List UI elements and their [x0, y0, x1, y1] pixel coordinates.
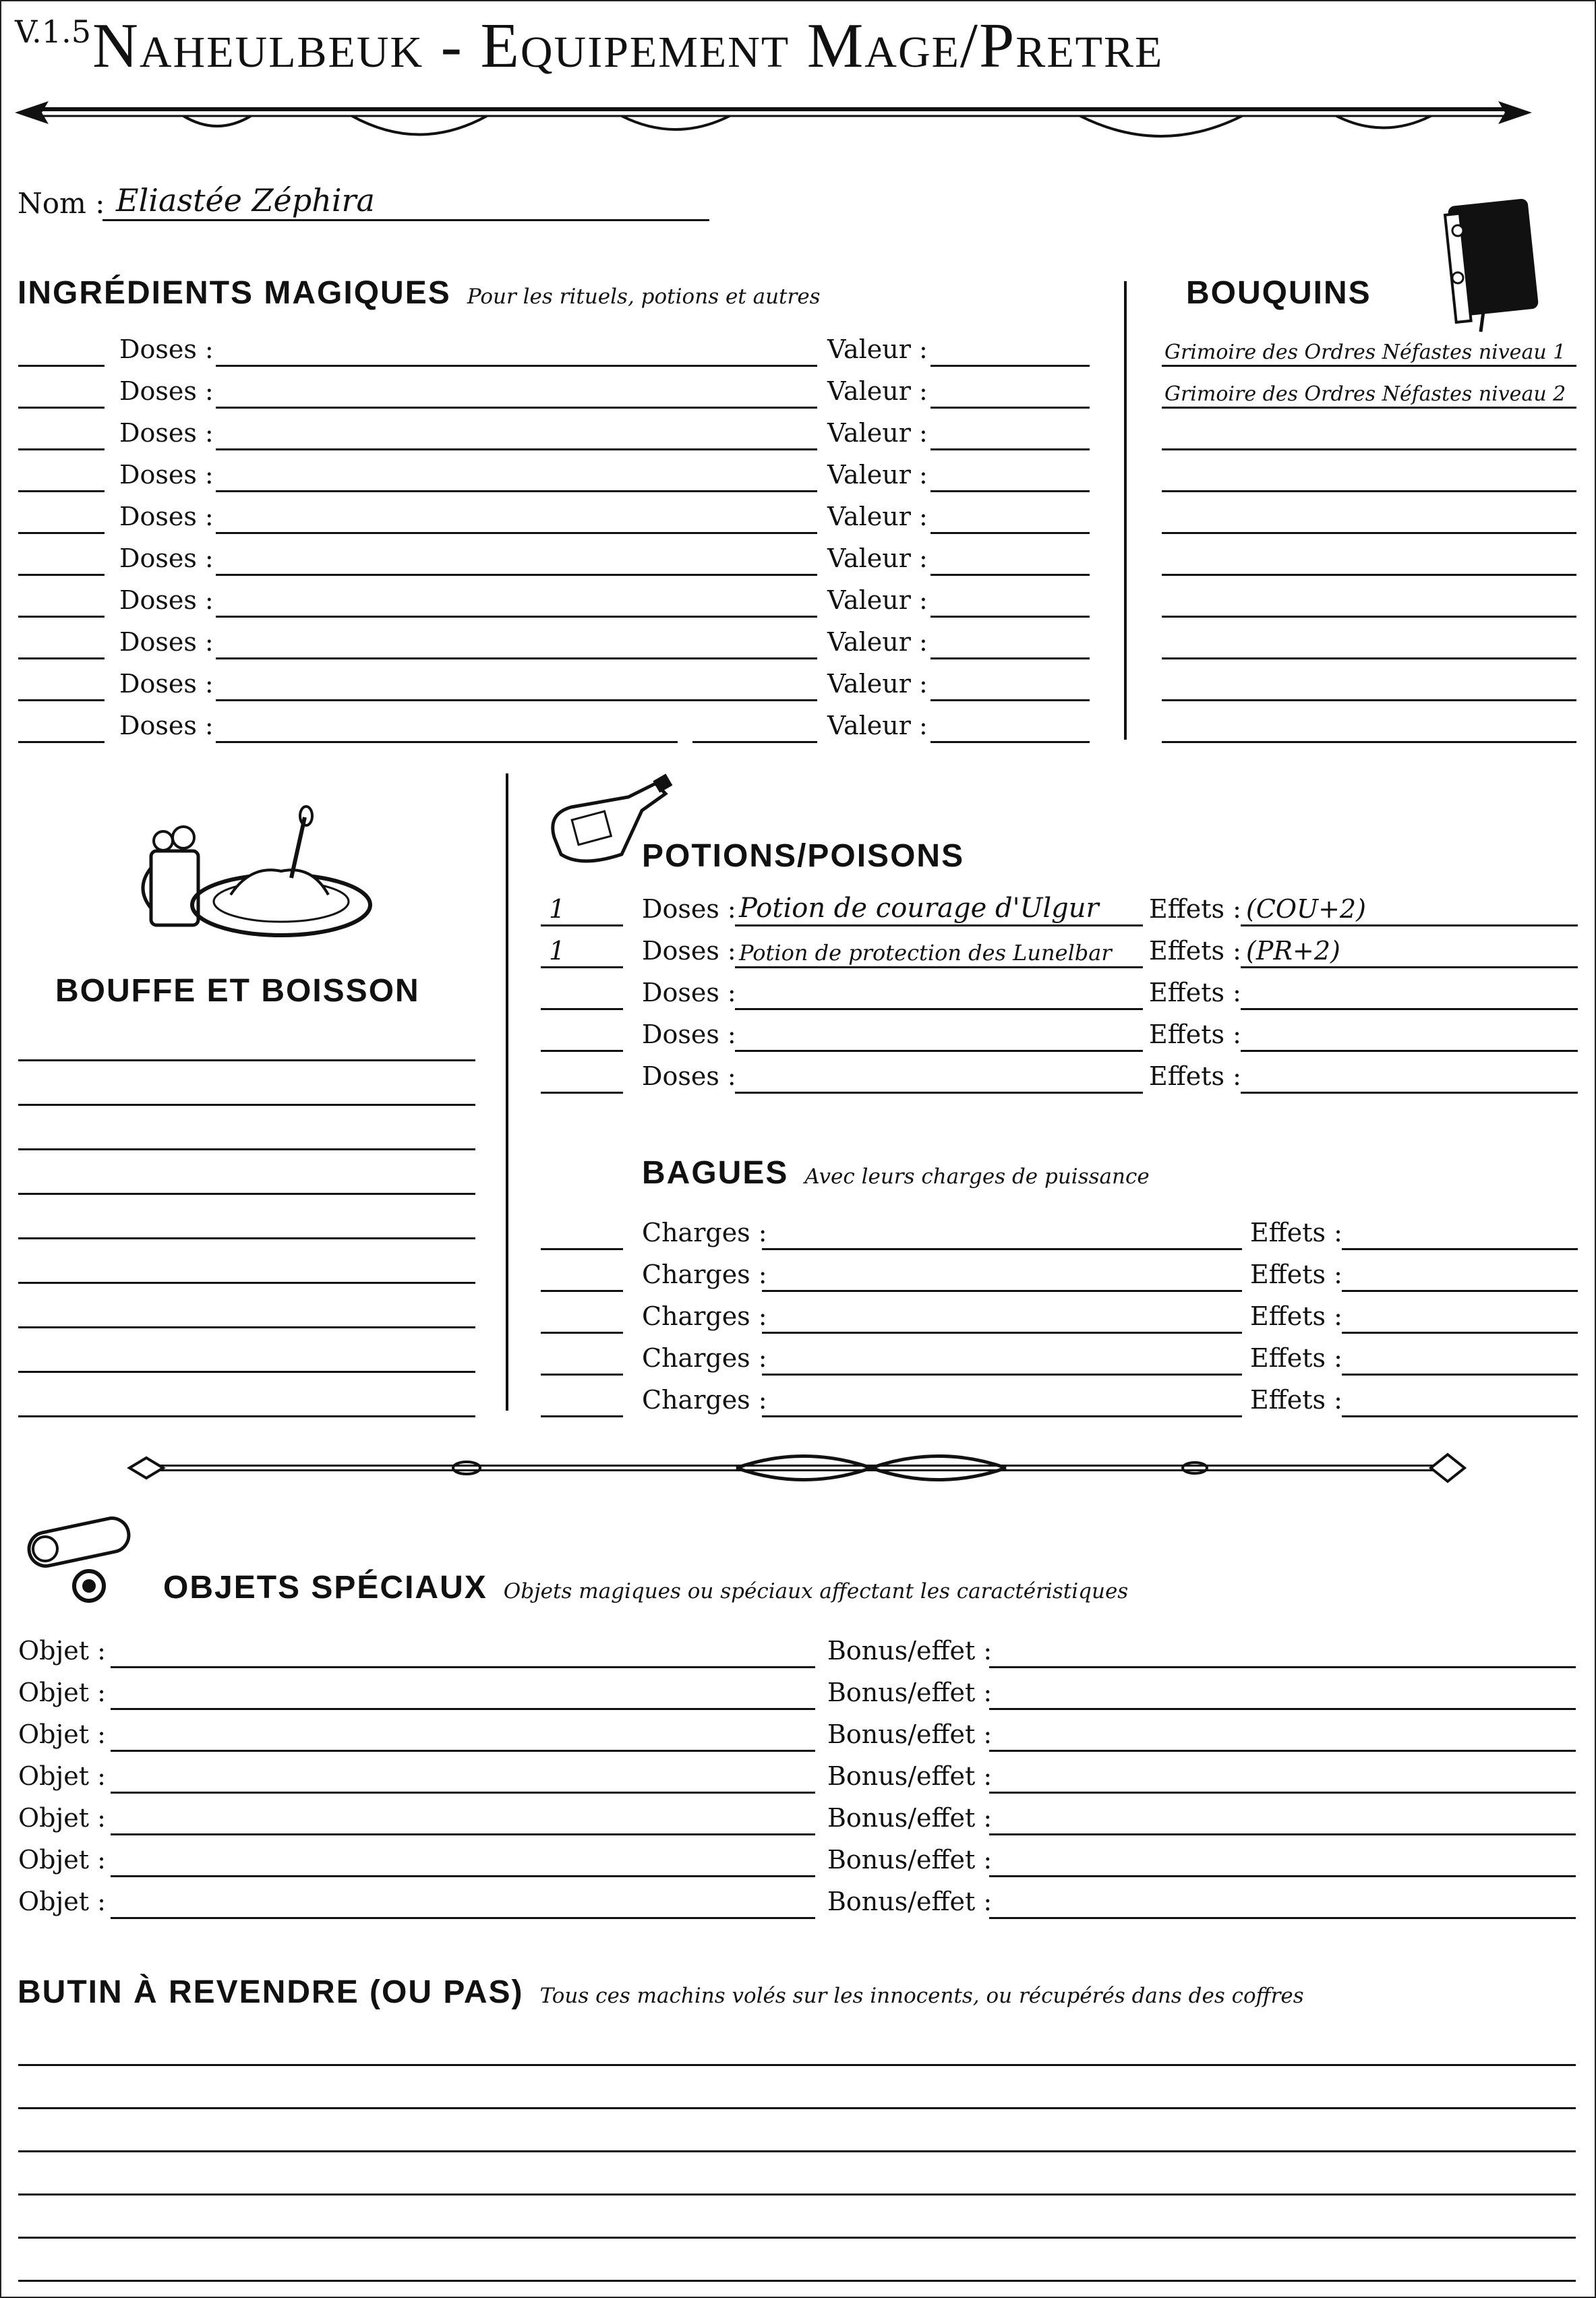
doses-label: Doses : [119, 711, 214, 740]
objets-subtitle: Objets magiques ou spéciaux affectant les caractéristiques [503, 1579, 1129, 1603]
name-label: Nom : [18, 187, 105, 220]
effets-label: Effets : [1149, 894, 1241, 924]
potion-qty-value: 1 [549, 936, 566, 966]
ingredient-name[interactable] [216, 495, 817, 534]
potion-qty-underline [541, 1092, 623, 1094]
version-label: V.1.5 [15, 13, 91, 50]
charges-label: Charges : [642, 1343, 767, 1373]
ingredient-extra-underline [692, 741, 817, 743]
table-row [1, 409, 1107, 450]
bouffe-field-underline [18, 1193, 475, 1195]
ingredient-qty-underline [18, 741, 105, 743]
bouquin-field[interactable] [1162, 411, 1576, 450]
ingredient-name[interactable] [216, 453, 817, 492]
doses-label: Doses : [119, 669, 214, 699]
objet-bonus[interactable] [989, 1671, 1576, 1710]
table-row [1, 367, 1107, 409]
list-item [1, 2240, 1586, 2282]
list-item [1, 1198, 487, 1239]
list-item [1, 2067, 1586, 2109]
list-item [1158, 701, 1583, 743]
bague-charges[interactable] [762, 1253, 1242, 1292]
name-underline [102, 219, 709, 221]
table-row [521, 926, 1586, 968]
list-item [1158, 325, 1583, 367]
doses-label: Doses : [642, 894, 736, 924]
objet-label: Objet : [18, 1719, 106, 1749]
list-item [1, 1287, 487, 1328]
bagues-list [521, 1208, 1586, 1431]
table-row [1, 618, 1107, 659]
objet-name[interactable] [111, 1880, 815, 1919]
doses-label: Doses : [119, 418, 214, 448]
staff-divider [129, 1441, 1465, 1495]
ingredient-qty[interactable] [18, 495, 105, 534]
bouquin-field-underline [1162, 741, 1576, 743]
page-title: Naheulbeuk - Equipement Mage/Pretre [92, 11, 1164, 81]
effets-label: Effets : [1149, 1020, 1241, 1049]
bouffe-field-underline [18, 1237, 475, 1239]
effets-label: Effets : [1149, 936, 1241, 966]
potion-name-value: Potion de courage d'Ulgur [739, 893, 1099, 924]
book-icon [1438, 197, 1545, 332]
list-item [1158, 367, 1583, 409]
table-row [1, 1752, 1586, 1794]
bague-qty[interactable] [541, 1295, 623, 1334]
ingredient-qty[interactable] [18, 537, 105, 576]
valeur-label: Valeur : [827, 418, 928, 448]
bouffe-field-underline [18, 1104, 475, 1106]
table-row [521, 1334, 1586, 1376]
bagues-title: BAGUES [642, 1155, 789, 1191]
objet-name-underline [111, 1917, 815, 1919]
effets-label: Effets : [1250, 1385, 1342, 1415]
potion-effet[interactable] [1241, 1055, 1578, 1094]
ingredient-valeur[interactable] [930, 704, 1090, 743]
bague-qty[interactable] [541, 1378, 623, 1417]
scroll-ring-icon [15, 1512, 156, 1613]
ingredient-name[interactable] [216, 328, 817, 367]
effets-label: Effets : [1149, 978, 1241, 1007]
butin-heading [18, 1974, 1304, 2011]
table-row [1, 1626, 1586, 1668]
list-item [1, 1064, 487, 1106]
table-row [521, 1292, 1586, 1334]
bouffe-list [1, 1020, 487, 1424]
potions-title: POTIONS/POISONS [642, 838, 965, 874]
objet-label: Objet : [18, 1845, 106, 1875]
potion-name-value: Potion de protection des Lunelbar [739, 940, 1112, 966]
bouquin-field[interactable] [1162, 453, 1576, 492]
potion-name[interactable] [735, 1055, 1143, 1094]
bague-charges[interactable] [762, 1295, 1242, 1334]
ingredients-title: INGRÉDIENTS MAGIQUES [18, 275, 451, 311]
doses-label: Doses : [119, 627, 214, 657]
ingredient-qty[interactable] [18, 453, 105, 492]
bague-charges[interactable] [762, 1378, 1242, 1417]
bonus-label: Bonus/effet : [827, 1845, 993, 1875]
doses-label: Doses : [119, 502, 214, 531]
table-row [1, 325, 1107, 367]
table-row [1, 1668, 1586, 1710]
list-item [1158, 659, 1583, 701]
ingredient-valeur[interactable] [930, 370, 1090, 409]
butin-field[interactable] [18, 2113, 1576, 2152]
bague-effet[interactable] [1342, 1211, 1578, 1250]
table-row [1, 1877, 1586, 1919]
potion-qty[interactable] [541, 971, 623, 1010]
butin-subtitle: Tous ces machins volés sur les innocents, ou récupérés dans des coffres [539, 1984, 1304, 2008]
objet-name[interactable] [111, 1629, 815, 1668]
bouquin-field[interactable] [1162, 370, 1576, 409]
objet-name[interactable] [111, 1755, 815, 1794]
bouffe-field[interactable] [18, 1022, 475, 1061]
list-item [1158, 450, 1583, 492]
bouquins-list [1158, 325, 1583, 757]
bouffe-field-underline [18, 1326, 475, 1328]
charges-label: Charges : [642, 1385, 767, 1415]
bouquin-field-value: Grimoire des Ordres Néfastes niveau 2 [1164, 382, 1566, 406]
bouquin-field[interactable] [1162, 662, 1576, 701]
bonus-label: Bonus/effet : [827, 1887, 993, 1916]
bonus-label: Bonus/effet : [827, 1761, 993, 1791]
charges-label: Charges : [642, 1260, 767, 1289]
potion-effet[interactable] [1241, 887, 1578, 926]
bague-effet-underline [1342, 1415, 1578, 1417]
ingredients-heading [18, 274, 821, 312]
objet-bonus[interactable] [989, 1796, 1576, 1835]
valeur-label: Valeur : [827, 627, 928, 657]
bouquin-field[interactable] [1162, 328, 1576, 367]
ingredient-name[interactable] [216, 620, 817, 659]
potion-effet-underline [1241, 1092, 1578, 1094]
list-item [1, 2154, 1586, 2196]
bouquin-field-value: Grimoire des Ordres Néfastes niveau 1 [1164, 341, 1566, 364]
list-item [1, 2024, 1586, 2066]
doses-label: Doses : [119, 543, 214, 573]
bague-qty-underline [541, 1415, 623, 1417]
bague-effet[interactable] [1342, 1336, 1578, 1376]
bonus-label: Bonus/effet : [827, 1636, 993, 1666]
effets-label: Effets : [1250, 1301, 1342, 1331]
objet-bonus[interactable] [989, 1713, 1576, 1752]
table-row [1, 701, 1107, 743]
bouffe-field[interactable] [18, 1067, 475, 1106]
ingredient-valeur[interactable] [930, 328, 1090, 367]
table-row [1, 492, 1107, 534]
ingredient-qty[interactable] [18, 411, 105, 450]
ingredient-name-underline [216, 741, 678, 743]
ingredient-qty[interactable] [18, 662, 105, 701]
bague-effet[interactable] [1342, 1295, 1578, 1334]
potion-effet-value: (COU+2) [1246, 894, 1366, 924]
table-row [521, 1376, 1586, 1417]
column-divider [1124, 281, 1127, 740]
bagues-heading [642, 1154, 1150, 1191]
bouffe-title: BOUFFE ET BOISSON [55, 973, 420, 1009]
table-row [1, 1794, 1586, 1835]
bague-charges-underline [762, 1415, 1242, 1417]
bonus-label: Bonus/effet : [827, 1719, 993, 1749]
valeur-label: Valeur : [827, 543, 928, 573]
bouffe-field-underline [18, 1148, 475, 1150]
objet-bonus[interactable] [989, 1838, 1576, 1877]
bouffe-field-underline [18, 1415, 475, 1417]
list-item [1158, 618, 1583, 659]
butin-field[interactable] [18, 2027, 1576, 2066]
bouquin-field[interactable] [1162, 579, 1576, 618]
ingredient-valeur[interactable] [930, 411, 1090, 450]
bouffe-field[interactable] [18, 1334, 475, 1373]
butin-field-underline [18, 2237, 1576, 2239]
bague-qty[interactable] [541, 1211, 623, 1250]
list-item [1, 1331, 487, 1373]
doses-label: Doses : [642, 1061, 736, 1091]
objets-list [1, 1626, 1586, 1937]
column-divider-lower [506, 773, 508, 1411]
objets-title: OBJETS SPÉCIAUX [163, 1570, 487, 1605]
table-row [1, 450, 1107, 492]
ingredient-qty[interactable] [18, 579, 105, 618]
bouffe-field[interactable] [18, 1200, 475, 1239]
objet-name[interactable] [111, 1713, 815, 1752]
table-row [521, 1052, 1586, 1094]
bonus-label: Bonus/effet : [827, 1678, 993, 1707]
bouffe-field[interactable] [18, 1378, 475, 1417]
objets-heading [163, 1569, 1128, 1606]
ingredient-valeur[interactable] [930, 453, 1090, 492]
bouquin-field[interactable] [1162, 495, 1576, 534]
doses-label: Doses : [119, 585, 214, 615]
potion-name[interactable] [735, 929, 1143, 968]
potion-name[interactable] [735, 887, 1143, 926]
list-item [1158, 576, 1583, 618]
ingredient-name[interactable] [216, 579, 817, 618]
table-row [1, 576, 1107, 618]
doses-label: Doses : [119, 334, 214, 364]
list-item [1158, 534, 1583, 576]
effets-label: Effets : [1250, 1218, 1342, 1247]
objet-bonus[interactable] [989, 1755, 1576, 1794]
ingredients-list [1, 325, 1107, 757]
objet-label: Objet : [18, 1887, 106, 1916]
ingredient-name[interactable] [216, 370, 817, 409]
valeur-label: Valeur : [827, 376, 928, 406]
potion-qty[interactable] [541, 887, 623, 926]
table-row [521, 1250, 1586, 1292]
potion-qty-value: 1 [549, 894, 566, 924]
valeur-label: Valeur : [827, 669, 928, 699]
objet-label: Objet : [18, 1803, 106, 1833]
butin-list [1, 2024, 1586, 2287]
bague-effet[interactable] [1342, 1253, 1578, 1292]
butin-field[interactable] [18, 2156, 1576, 2196]
butin-field[interactable] [18, 2200, 1576, 2239]
potion-effet[interactable] [1241, 929, 1578, 968]
table-row [1, 1710, 1586, 1752]
ingredient-valeur[interactable] [930, 537, 1090, 576]
bouffe-field-underline [18, 1371, 475, 1373]
bague-charges[interactable] [762, 1336, 1242, 1376]
table-row [521, 968, 1586, 1010]
ingredient-valeur[interactable] [930, 620, 1090, 659]
butin-field-underline [18, 2280, 1576, 2282]
potion-qty[interactable] [541, 1055, 623, 1094]
bouffe-field-underline [18, 1282, 475, 1284]
spear-divider-top [15, 89, 1532, 150]
bague-qty[interactable] [541, 1253, 623, 1292]
objet-label: Objet : [18, 1678, 106, 1707]
ingredient-valeur-underline [930, 741, 1090, 743]
bague-qty[interactable] [541, 1336, 623, 1376]
ingredient-name[interactable] [216, 662, 817, 701]
list-item [1, 1376, 487, 1417]
list-item [1158, 409, 1583, 450]
butin-field[interactable] [18, 2243, 1576, 2282]
charges-label: Charges : [642, 1218, 767, 1247]
bouffe-field[interactable] [18, 1111, 475, 1150]
potion-name-underline [735, 1092, 1143, 1094]
butin-field-underline [18, 2064, 1576, 2066]
ingredient-qty[interactable] [18, 620, 105, 659]
doses-label: Doses : [642, 978, 736, 1007]
table-row [1, 534, 1107, 576]
effets-label: Effets : [1250, 1260, 1342, 1289]
ingredient-name[interactable] [216, 704, 678, 743]
valeur-label: Valeur : [827, 502, 928, 531]
butin-field-underline [18, 2107, 1576, 2109]
bouffe-field[interactable] [18, 1156, 475, 1195]
doses-label: Doses : [119, 460, 214, 490]
potion-effet[interactable] [1241, 971, 1578, 1010]
bouffe-field[interactable] [18, 1289, 475, 1328]
list-item [1, 2197, 1586, 2239]
charges-label: Charges : [642, 1301, 767, 1331]
table-row [521, 1208, 1586, 1250]
bouquin-field[interactable] [1162, 537, 1576, 576]
list-item [1, 1109, 487, 1150]
bonus-label: Bonus/effet : [827, 1803, 993, 1833]
doses-label: Doses : [642, 936, 736, 966]
valeur-label: Valeur : [827, 585, 928, 615]
ingredient-qty[interactable] [18, 370, 105, 409]
ingredient-name[interactable] [216, 537, 817, 576]
bouffe-field-underline [18, 1059, 475, 1061]
potion-effet[interactable] [1241, 1013, 1578, 1052]
doses-label: Doses : [119, 376, 214, 406]
bague-effet[interactable] [1342, 1378, 1578, 1417]
objet-name[interactable] [111, 1671, 815, 1710]
potion-name[interactable] [735, 1013, 1143, 1052]
valeur-label: Valeur : [827, 460, 928, 490]
food-icon [143, 804, 379, 945]
potion-name[interactable] [735, 971, 1143, 1010]
valeur-label: Valeur : [827, 334, 928, 364]
list-item [1, 1242, 487, 1284]
butin-field-underline [18, 2150, 1576, 2152]
ingredient-valeur[interactable] [930, 662, 1090, 701]
ingredients-subtitle: Pour les rituels, potions et autres [467, 285, 821, 309]
objet-label: Objet : [18, 1636, 106, 1666]
effets-label: Effets : [1250, 1343, 1342, 1373]
bouquin-field[interactable] [1162, 620, 1576, 659]
ingredient-name[interactable] [216, 411, 817, 450]
bouquin-field[interactable] [1162, 704, 1576, 743]
list-item [1, 1020, 487, 1061]
objet-bonus[interactable] [989, 1629, 1576, 1668]
potion-effet-value: (PR+2) [1246, 936, 1340, 966]
objet-bonus[interactable] [989, 1880, 1576, 1919]
doses-label: Doses : [642, 1020, 736, 1049]
valeur-label: Valeur : [827, 711, 928, 740]
table-row [1, 659, 1107, 701]
ingredient-valeur[interactable] [930, 579, 1090, 618]
bagues-subtitle: Avec leurs charges de puissance [804, 1165, 1150, 1189]
potion-qty[interactable] [541, 1013, 623, 1052]
objet-bonus-underline [989, 1917, 1576, 1919]
table-row [1, 1835, 1586, 1877]
name-value[interactable]: Eliastée Zéphira [116, 182, 375, 218]
ingredient-qty[interactable] [18, 704, 105, 743]
list-item [1, 2111, 1586, 2152]
bague-charges[interactable] [762, 1211, 1242, 1250]
bouquins-title: BOUQUINS [1186, 275, 1371, 311]
effets-label: Effets : [1149, 1061, 1241, 1091]
objet-name[interactable] [111, 1838, 815, 1877]
ingredient-qty[interactable] [18, 328, 105, 367]
objet-name[interactable] [111, 1796, 815, 1835]
table-row [521, 1010, 1586, 1052]
butin-field[interactable] [18, 2070, 1576, 2109]
list-item [1158, 492, 1583, 534]
ingredient-valeur[interactable] [930, 495, 1090, 534]
butin-field-underline [18, 2193, 1576, 2196]
objet-label: Objet : [18, 1761, 106, 1791]
table-row [521, 885, 1586, 926]
bouffe-field[interactable] [18, 1245, 475, 1284]
potions-list [521, 885, 1586, 1107]
potion-qty[interactable] [541, 929, 623, 968]
list-item [1, 1153, 487, 1195]
butin-title: BUTIN À REVENDRE (OU PAS) [18, 1974, 524, 2010]
